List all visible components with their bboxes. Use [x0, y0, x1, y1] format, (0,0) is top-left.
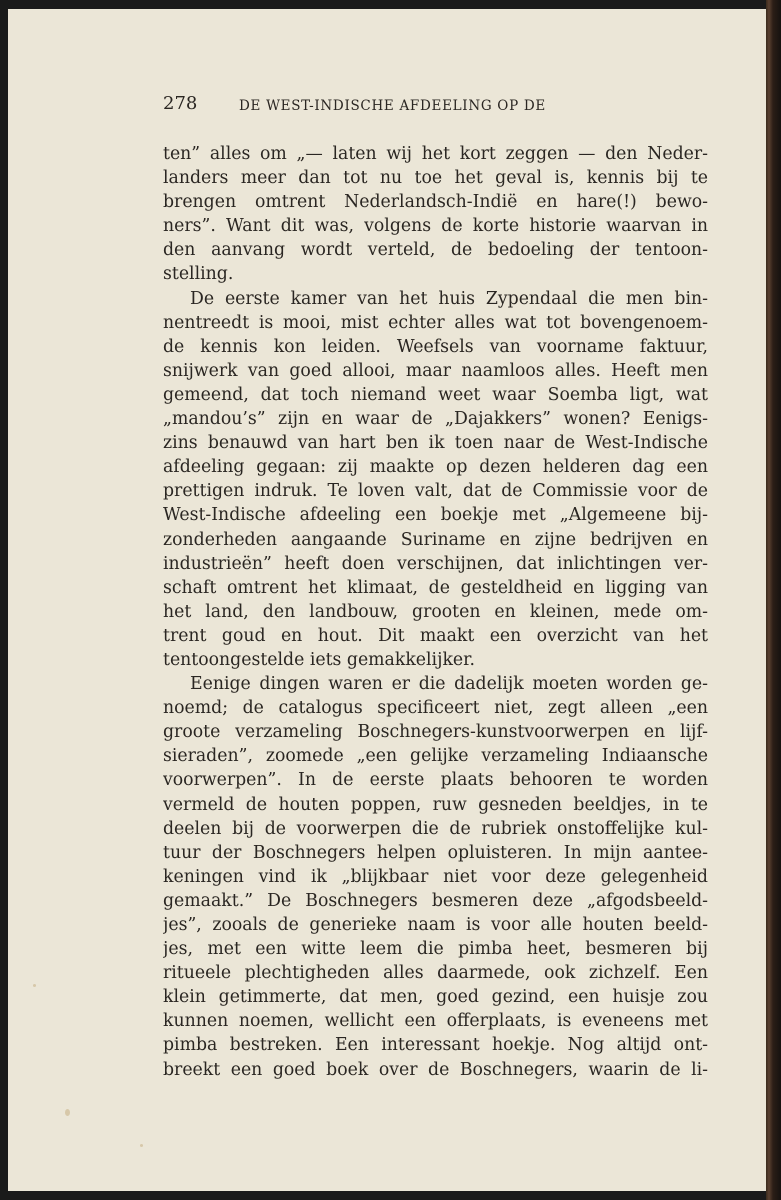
text-line: de kennis kon leiden. Weefsels van voorname faktuur,: [163, 336, 708, 357]
text-line: landers meer dan tot nu toe het geval is, kennis bij te: [163, 168, 708, 189]
paper-speck: [65, 1109, 70, 1116]
text-line: klein getimmerte, dat men, goed gezind, een huisje zou: [163, 987, 708, 1008]
text-line: trent goud en hout. Dit maakt een overzicht van het: [163, 625, 708, 646]
page-header: [163, 88, 723, 118]
text-line: nentreedt is mooi, mist echter alles wat tot bovengenoem-: [163, 312, 708, 333]
text-line: kunnen noemen, wellicht een offerplaats, is eveneens met: [163, 1011, 708, 1032]
text-line: ritueele plechtigheden alles daarmede, ook zichzelf. Een: [163, 963, 708, 984]
text-line: noemd; de catalogus specificeert niet, zegt alleen „een: [163, 698, 708, 719]
paper-speck: [140, 1144, 143, 1147]
text-line: zonderheden aangaande Suriname en zijne bedrijven en: [163, 529, 708, 550]
page-number: 278: [163, 93, 198, 114]
text-line: tuur der Boschnegers helpen opluisteren. In mijn aantee-: [163, 842, 708, 863]
text-line: gemeend, dat toch niemand weet waar Soemba ligt, wat: [163, 384, 708, 405]
text-line: groote verzameling Boschnegers-kunstvoorwerpen en lijf-: [163, 722, 708, 743]
text-line: industrieën” heeft doen verschijnen, dat inlichtingen ver-: [163, 553, 708, 574]
text-line: deelen bij de voorwerpen die de rubriek onstoffelijke kul-: [163, 818, 708, 839]
text-line: sieraden”, zoomede „een gelijke verzameling Indiaansche: [163, 746, 708, 767]
text-line: Eenige dingen waren er die dadelijk moeten worden ge-: [190, 674, 708, 695]
text-line: stelling.: [163, 264, 234, 285]
text-line: afdeeling gegaan: zij maakte op dezen helderen dag een: [163, 457, 708, 478]
text-line: breekt een goed boek over de Boschnegers, waarin de li-: [163, 1059, 708, 1080]
text-line: tentoongestelde iets gemakkelijker.: [163, 649, 475, 670]
text-line: ten” alles om „— laten wij het kort zeggen — den Neder-: [163, 144, 708, 164]
paper-speck: [33, 984, 36, 987]
book-spine-edge: [766, 0, 781, 1200]
text-line: De eerste kamer van het huis Zypendaal die men bin-: [190, 288, 708, 309]
text-line: jes, met een witte leem die pimba heet, besmeren bij: [163, 939, 708, 960]
text-line: schaft omtrent het klimaat, de gesteldheid en ligging van: [163, 577, 708, 598]
text-line: „mandou’s” zijn en waar de „Dajakkers” wonen? Eenigs-: [163, 409, 708, 430]
text-line: den aanvang wordt verteld, de bedoeling der tentoon-: [163, 240, 708, 261]
text-line: prettigen indruk. Te loven valt, dat de Commissie voor de: [163, 481, 708, 502]
running-head: DE WEST-INDISCHE AFDEELING OP DE: [239, 98, 546, 114]
text-line: voorwerpen”. In de eerste plaats behooren te worden: [163, 770, 708, 791]
text-line: pimba bestreken. Een interessant hoekje. Nog altijd ont-: [163, 1035, 708, 1056]
text-line: het land, den landbouw, grooten en kleinen, mede om-: [163, 601, 708, 622]
text-line: West-Indische afdeeling een boekje met „Algemeene bij-: [163, 505, 708, 526]
text-line: ners”. Want dit was, volgens de korte historie waarvan in: [163, 216, 708, 237]
body-text: [163, 142, 708, 1082]
book-page: [8, 9, 766, 1191]
text-line: brengen omtrent Nederlandsch-Indië en hare(!) bewo-: [163, 192, 708, 213]
text-line: jes”, zooals de generieke naam is voor alle houten beeld-: [163, 915, 708, 935]
text-line: gemaakt.” De Boschnegers besmeren deze „afgodsbeeld-: [163, 890, 708, 911]
text-line: snijwerk van goed allooi, maar naamloos alles. Heeft men: [163, 360, 708, 381]
text-line: vermeld de houten poppen, ruw gesneden beeldjes, in te: [163, 794, 708, 815]
text-line: keningen vind ik „blijkbaar niet voor deze gelegenheid: [163, 866, 708, 887]
text-line: zins benauwd van hart ben ik toen naar de West-Indische: [163, 433, 708, 454]
